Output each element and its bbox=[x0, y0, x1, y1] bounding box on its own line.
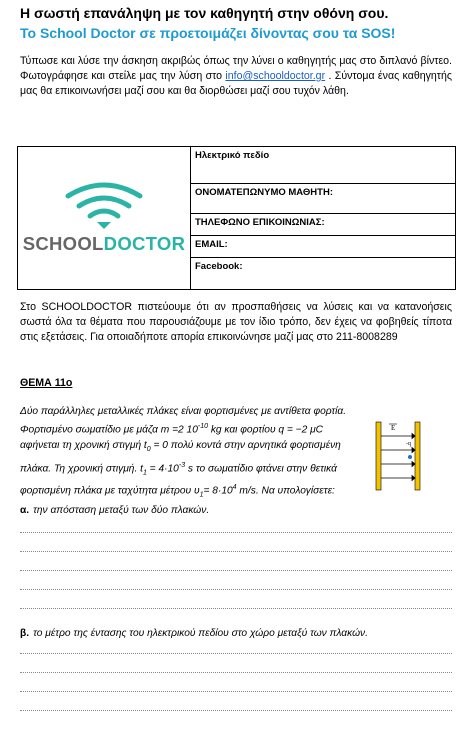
answer-line[interactable] bbox=[20, 710, 452, 711]
answer-line[interactable] bbox=[20, 551, 452, 552]
info-paragraph: Στο SCHOOLDOCTOR πιστεύουμε ότι αν προσπαθήσεις να λύσεις και να κατανοήσεις σωστά όλα τα θέματα που παρουσιάζουμε με τον ίδιο τρόπο, δεν έχεις να φοβηθείς τίποτα στις εξετάσεις. Για οποιαδήποτε απορία επικοινώνησε μαζί μας στο 211-8008289 bbox=[20, 301, 452, 343]
answer-line[interactable] bbox=[20, 691, 452, 692]
logo-doctor-text: DOCTOR bbox=[103, 232, 186, 254]
answer-line[interactable] bbox=[20, 570, 452, 571]
problem-statement: Δύο παράλληλες μεταλλικές πλάκες είναι φορτισμένες με αντίθετα φορτία. Φορτισμένο σωματίδιο με μάζα m =2 $10^{-10}$ kg και φορτίου q = −2 μC αφήνεται τη χρονική στιγμή $t_0 = 0$ πολύ κοντά στην αρνητικά φορτισμένη πλάκα. Τη χρονική στιγμή. $t_1 = 4\cdot 10^{-3}$ s το σωματίδιο φτάνει στην θετικά φορτισμένη πλάκα με ταχύτητα μέτρου $\upsilon_1= 8\cdot 10^4$ m/s. Να υπολογίσετε: bbox=[20, 406, 347, 499]
header-subtitle: Το School Doctor σε προετοιμάζει δίνοντας σου τα SOS! bbox=[20, 25, 396, 41]
logo-wordmark bbox=[18, 233, 190, 255]
intro-text: Τύπωσε και λύσε την άσκηση ακριβώς όπως την λύνει ο καθηγητής μας στο διπλανό βίντεο. Φωτογράφησε και στείλε μας την λύση στο bbox=[20, 55, 452, 82]
intro-paragraph bbox=[20, 54, 452, 99]
email-field[interactable]: EMAIL: bbox=[191, 236, 456, 258]
question-a-label: α. bbox=[20, 505, 30, 516]
question-b bbox=[20, 628, 368, 639]
header-title: Η σωστή επανάληψη με τον καθηγητή στην οθόνη σου. bbox=[20, 5, 389, 21]
schooldoctor-logo bbox=[18, 147, 191, 290]
intro-text-end: . Σύντομα ένας καθηγητής μας θα επικοινωνήσει μαζί σου και θα διορθώσει μαζί σου τυχόν λάθη. bbox=[20, 70, 452, 97]
email-link[interactable]: info@schooldoctor.gr bbox=[225, 70, 326, 82]
charge-label: -q bbox=[406, 441, 411, 447]
answer-line[interactable] bbox=[20, 672, 452, 673]
question-b-text: το μέτρο της έντασης του ηλεκτρικού πεδίου στο χώρο μεταξύ των πλακών. bbox=[33, 628, 368, 639]
student-info-card bbox=[17, 146, 456, 290]
answer-line[interactable] bbox=[20, 589, 452, 590]
student-name-field[interactable]: ΟΝΟΜΑΤΕΠΩΝΥΜΟ ΜΑΘΗΤΗ: bbox=[191, 184, 456, 214]
capacitor-plates-diagram bbox=[372, 420, 428, 492]
right-plate bbox=[415, 422, 420, 490]
topic-cell: Ηλεκτρικό πεδίο bbox=[191, 147, 456, 184]
logo-school-text: SCHOOL bbox=[22, 232, 104, 254]
charged-particle bbox=[408, 455, 412, 459]
question-a bbox=[20, 505, 209, 516]
theme-heading: ΘΕΜΑ 11ο bbox=[20, 377, 73, 389]
phone-field[interactable]: ΤΗΛΕΦΩΝΟ ΕΠΙΚΟΙΝΩΝΙΑΣ: bbox=[191, 214, 456, 236]
answer-line[interactable] bbox=[20, 532, 452, 533]
left-plate bbox=[376, 422, 381, 490]
wifi-logo-icon bbox=[64, 182, 144, 230]
facebook-field[interactable]: Facebook: bbox=[191, 258, 456, 290]
question-a-text: την απόσταση μεταξύ των δύο πλακών. bbox=[33, 505, 210, 516]
question-b-label: β. bbox=[20, 628, 30, 639]
answer-line[interactable] bbox=[20, 608, 452, 609]
field-label: E bbox=[391, 424, 396, 432]
answer-line[interactable] bbox=[20, 653, 452, 654]
